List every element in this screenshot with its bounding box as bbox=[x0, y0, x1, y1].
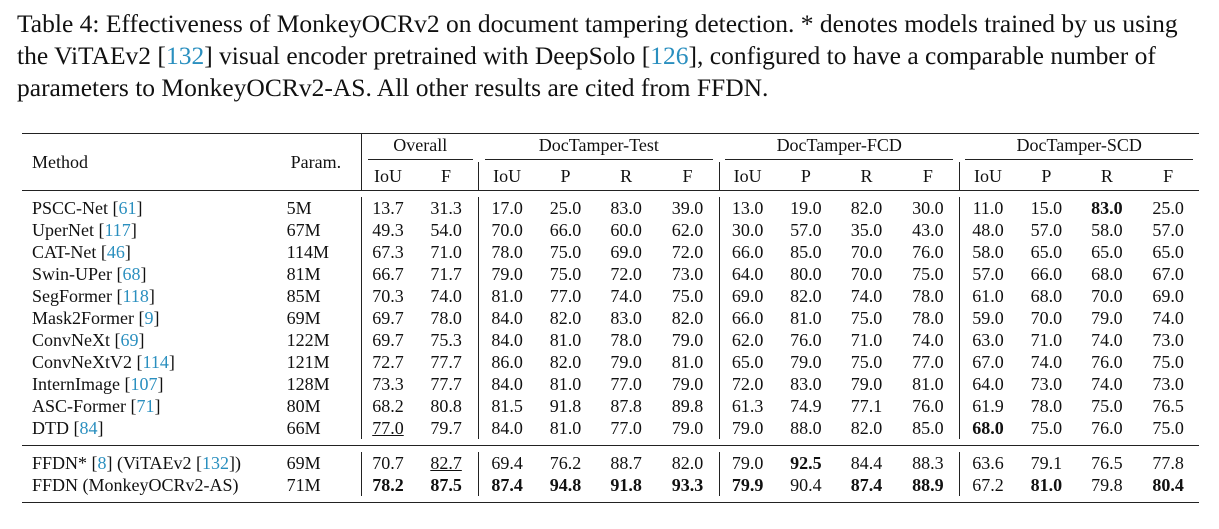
metric-value: 48.0 bbox=[959, 219, 1016, 241]
table-row bbox=[22, 395, 1199, 417]
metric-value: 81.0 bbox=[479, 285, 536, 307]
metric-value: 77.0 bbox=[912, 352, 944, 372]
group-doctamper-scd: DocTamper-SCD bbox=[965, 135, 1193, 160]
metric-value: 70.0 bbox=[850, 264, 883, 284]
metric-value: 63.6 bbox=[959, 452, 1016, 474]
metric-value: 77.8 bbox=[1152, 453, 1184, 473]
citation-link[interactable]: 46 bbox=[106, 242, 125, 262]
metric-value: 76.5 bbox=[1152, 396, 1184, 416]
metric-value: 70.0 bbox=[479, 219, 536, 241]
metric-header: R bbox=[620, 165, 633, 186]
metric-value: 81.0 bbox=[1030, 475, 1063, 495]
group-overall: Overall bbox=[368, 135, 473, 160]
metric-value: 77.0 bbox=[549, 286, 582, 306]
metric-value: 71.0 bbox=[1030, 330, 1063, 350]
param-count: 122M bbox=[286, 330, 330, 350]
metric-value: 59.0 bbox=[959, 307, 1016, 329]
metric-value: 86.0 bbox=[479, 351, 536, 373]
metric-value: 74.0 bbox=[1152, 308, 1184, 328]
metric-value: 73.3 bbox=[361, 373, 414, 395]
metric-value: 79.0 bbox=[719, 452, 776, 474]
metric-value: 70.0 bbox=[1091, 286, 1123, 306]
metric-value: 79.7 bbox=[430, 418, 462, 438]
table-row bbox=[22, 307, 1199, 329]
method-name: DTD [84] bbox=[32, 418, 104, 438]
metric-value: 76.0 bbox=[912, 242, 944, 262]
metric-value: 73.0 bbox=[671, 264, 704, 284]
metric-value: 71.0 bbox=[430, 242, 462, 262]
caption-text: Effectiveness of MonkeyOCRv2 on document tampering detection. * denotes models trained by us using the ViTAEv2 [ bbox=[17, 9, 1178, 70]
metric-value: 90.4 bbox=[790, 475, 822, 495]
table-row bbox=[22, 474, 1199, 496]
metric-value: 49.3 bbox=[361, 219, 414, 241]
metric-header: F bbox=[1163, 165, 1174, 186]
param-header: Param. bbox=[290, 151, 342, 172]
citation-link[interactable]: 118 bbox=[122, 286, 149, 306]
metric-value: 79.0 bbox=[671, 330, 704, 350]
metric-value: 82.0 bbox=[790, 286, 822, 306]
metric-value: 72.7 bbox=[361, 351, 414, 373]
param-count: 69M bbox=[286, 453, 321, 473]
param-count: 71M bbox=[286, 475, 321, 495]
citation-link[interactable]: 68 bbox=[122, 264, 141, 284]
method-name: FFDN* [8] (ViTAEv2 [132]) bbox=[32, 453, 241, 473]
metric-value: 79.0 bbox=[719, 417, 776, 439]
metric-value: 77.7 bbox=[430, 374, 462, 394]
metric-value: 76.2 bbox=[549, 453, 582, 473]
metric-value: 62.0 bbox=[719, 329, 776, 351]
metric-value: 74.0 bbox=[430, 286, 462, 306]
metric-value: 81.0 bbox=[549, 418, 582, 438]
method-header: Method bbox=[32, 151, 88, 172]
table-row bbox=[22, 241, 1199, 263]
metric-value: 91.8 bbox=[610, 475, 642, 495]
metric-header: R bbox=[860, 165, 873, 186]
metric-value: 15.0 bbox=[1030, 198, 1063, 218]
metric-value: 81.0 bbox=[912, 374, 944, 394]
method-name: FFDN (MonkeyOCRv2-AS) bbox=[32, 475, 239, 495]
param-count: 66M bbox=[286, 418, 321, 438]
metric-value: 89.8 bbox=[671, 396, 704, 416]
metric-value: 84.0 bbox=[479, 307, 536, 329]
metric-value: 88.0 bbox=[790, 418, 822, 438]
metric-value: 91.8 bbox=[549, 396, 582, 416]
table-row bbox=[22, 263, 1199, 285]
metric-value: 92.5 bbox=[790, 453, 822, 473]
metric-value: 72.0 bbox=[719, 373, 776, 395]
table-row bbox=[22, 351, 1199, 373]
metric-value: 54.0 bbox=[430, 220, 462, 240]
metric-value: 83.0 bbox=[1091, 198, 1123, 218]
metric-value: 74.0 bbox=[912, 330, 944, 350]
metric-header: F bbox=[441, 165, 452, 186]
metric-value: 65.0 bbox=[1030, 242, 1063, 262]
method-name: SegFormer [118] bbox=[32, 286, 155, 306]
metric-value: 79.0 bbox=[671, 374, 704, 394]
method-name: PSCC-Net [61] bbox=[32, 198, 143, 218]
metric-value: 68.0 bbox=[1091, 264, 1123, 284]
metric-value: 75.0 bbox=[549, 242, 582, 262]
citation-link[interactable]: 107 bbox=[130, 374, 158, 394]
metric-value: 82.0 bbox=[671, 308, 704, 328]
citation-link[interactable]: 69 bbox=[120, 330, 139, 350]
metric-value: 57.0 bbox=[1152, 220, 1184, 240]
group-doctamper-test: DocTamper-Test bbox=[485, 135, 713, 160]
metric-value: 76.0 bbox=[1091, 418, 1123, 438]
table-row bbox=[22, 197, 1199, 219]
table-row bbox=[22, 417, 1199, 439]
table-row bbox=[22, 373, 1199, 395]
metric-value: 78.0 bbox=[479, 241, 536, 263]
metric-value: 87.4 bbox=[850, 475, 883, 495]
metric-value: 76.5 bbox=[1091, 453, 1123, 473]
metric-value: 70.0 bbox=[1030, 308, 1063, 328]
metric-value: 61.0 bbox=[959, 285, 1016, 307]
table-row bbox=[22, 452, 1199, 474]
metric-value: 79.0 bbox=[671, 418, 704, 438]
metric-value: 78.0 bbox=[1030, 396, 1063, 416]
caption-text: ], configured to have a comparable number of parameters to MonkeyOCRv2-AS. All other results are cited from FFDN. bbox=[17, 41, 1156, 102]
metric-value: 35.0 bbox=[850, 220, 883, 240]
metric-value: 73.0 bbox=[1152, 374, 1184, 394]
metric-header: IoU bbox=[479, 162, 536, 191]
metric-value: 60.0 bbox=[610, 220, 642, 240]
metric-value: 82.0 bbox=[850, 198, 883, 218]
metric-header: P bbox=[1041, 165, 1052, 186]
metric-value: 67.0 bbox=[959, 351, 1016, 373]
metric-value: 81.0 bbox=[790, 308, 822, 328]
metric-value: 77.1 bbox=[850, 396, 883, 416]
metric-value: 78.2 bbox=[361, 474, 414, 496]
param-count: 69M bbox=[286, 308, 321, 328]
metric-value: 74.0 bbox=[850, 286, 883, 306]
metric-value: 30.0 bbox=[719, 219, 776, 241]
metric-header: IoU bbox=[719, 162, 776, 191]
metric-value: 77.0 bbox=[361, 417, 414, 439]
param-count: 5M bbox=[286, 198, 312, 218]
metric-value: 73.0 bbox=[1030, 374, 1063, 394]
metric-value: 65.0 bbox=[719, 351, 776, 373]
metric-value: 78.0 bbox=[430, 308, 462, 328]
metric-value: 77.7 bbox=[430, 352, 462, 372]
method-name: Swin-UPer [68] bbox=[32, 264, 147, 284]
metric-value: 80.0 bbox=[790, 264, 822, 284]
metric-value: 73.0 bbox=[1152, 330, 1184, 350]
metric-value: 70.3 bbox=[361, 285, 414, 307]
metric-value: 11.0 bbox=[959, 197, 1016, 219]
metric-value: 75.0 bbox=[671, 286, 704, 306]
metric-value: 25.0 bbox=[1152, 198, 1184, 218]
metric-header: IoU bbox=[959, 162, 1016, 191]
table-row bbox=[22, 219, 1199, 241]
metric-value: 84.0 bbox=[479, 329, 536, 351]
metric-value: 74.0 bbox=[610, 286, 642, 306]
citation-link[interactable]: 114 bbox=[142, 352, 169, 372]
metric-value: 81.0 bbox=[671, 352, 704, 372]
metric-value: 75.0 bbox=[1152, 418, 1184, 438]
metric-value: 57.0 bbox=[1030, 220, 1063, 240]
metric-value: 87.4 bbox=[479, 474, 536, 496]
metric-value: 76.0 bbox=[912, 396, 944, 416]
metric-value: 83.0 bbox=[790, 374, 822, 394]
metric-value: 83.0 bbox=[610, 198, 642, 218]
metric-value: 63.0 bbox=[959, 329, 1016, 351]
metric-value: 77.0 bbox=[610, 374, 642, 394]
citation-link[interactable]: 61 bbox=[118, 198, 137, 218]
metric-value: 74.0 bbox=[1091, 330, 1123, 350]
metric-value: 94.8 bbox=[549, 475, 582, 495]
metric-value: 57.0 bbox=[790, 220, 822, 240]
metric-value: 78.0 bbox=[610, 330, 642, 350]
metric-value: 79.0 bbox=[850, 374, 883, 394]
method-name: UperNet [117] bbox=[32, 220, 137, 240]
metric-value: 75.0 bbox=[912, 264, 944, 284]
metric-value: 83.0 bbox=[610, 308, 642, 328]
metric-value: 68.0 bbox=[959, 417, 1016, 439]
metric-value: 79.0 bbox=[479, 263, 536, 285]
method-name: ConvNeXtV2 [114] bbox=[32, 352, 175, 372]
metric-value: 87.8 bbox=[610, 396, 642, 416]
method-name: Mask2Former [9] bbox=[32, 308, 160, 328]
metric-value: 75.3 bbox=[430, 330, 462, 350]
metric-value: 85.0 bbox=[912, 418, 944, 438]
caption-citation-link[interactable]: 132 bbox=[165, 41, 205, 70]
citation-link[interactable]: 8 bbox=[97, 453, 107, 473]
method-name: ConvNeXt [69] bbox=[32, 330, 145, 350]
metric-value: 79.0 bbox=[1091, 308, 1123, 328]
metric-value: 79.8 bbox=[1091, 475, 1123, 495]
metric-value: 87.5 bbox=[430, 475, 462, 495]
metric-value: 81.0 bbox=[549, 330, 582, 350]
metric-header: F bbox=[922, 165, 933, 186]
metric-value: 67.2 bbox=[959, 474, 1016, 496]
citation-link[interactable]: 117 bbox=[104, 220, 131, 240]
metric-value: 69.0 bbox=[719, 285, 776, 307]
metric-value: 39.0 bbox=[671, 198, 704, 218]
metric-value: 71.7 bbox=[430, 264, 462, 284]
metric-value: 72.0 bbox=[671, 242, 704, 262]
metric-value: 74.9 bbox=[790, 396, 822, 416]
metric-value: 88.3 bbox=[912, 453, 944, 473]
metric-value: 69.4 bbox=[479, 452, 536, 474]
metric-value: 62.0 bbox=[671, 220, 704, 240]
metric-value: 79.9 bbox=[719, 474, 776, 496]
metric-value: 75.0 bbox=[1091, 396, 1123, 416]
metric-value: 74.0 bbox=[1091, 374, 1123, 394]
metric-header: P bbox=[800, 165, 811, 186]
metric-value: 61.3 bbox=[719, 395, 776, 417]
metric-value: 69.7 bbox=[361, 307, 414, 329]
results-table bbox=[22, 133, 1199, 503]
metric-value: 19.0 bbox=[790, 198, 822, 218]
metric-value: 65.0 bbox=[1152, 242, 1184, 262]
metric-value: 81.5 bbox=[479, 395, 536, 417]
metric-value: 64.0 bbox=[959, 373, 1016, 395]
metric-header: IoU bbox=[361, 162, 414, 191]
metric-value: 84.0 bbox=[479, 373, 536, 395]
metric-value: 75.0 bbox=[1152, 352, 1184, 372]
metric-value: 82.0 bbox=[671, 453, 704, 473]
metric-value: 30.0 bbox=[912, 198, 944, 218]
metric-header: R bbox=[1100, 165, 1113, 186]
citation-link[interactable]: 132 bbox=[202, 453, 229, 473]
metric-value: 82.0 bbox=[549, 308, 582, 328]
metric-value: 64.0 bbox=[719, 263, 776, 285]
metric-value: 79.1 bbox=[1030, 453, 1063, 473]
method-name: CAT-Net [46] bbox=[32, 242, 131, 262]
table-row bbox=[22, 329, 1199, 351]
metric-value: 84.4 bbox=[850, 453, 883, 473]
metric-value: 68.0 bbox=[1030, 286, 1063, 306]
metric-value: 93.3 bbox=[671, 475, 704, 495]
metric-value: 31.3 bbox=[430, 198, 462, 218]
param-count: 121M bbox=[286, 352, 330, 372]
method-name: ASC-Former [71] bbox=[32, 396, 161, 416]
metric-value: 77.0 bbox=[610, 418, 642, 438]
metric-value: 88.7 bbox=[610, 453, 642, 473]
metric-value: 75.0 bbox=[549, 264, 582, 284]
metric-value: 78.0 bbox=[912, 308, 944, 328]
metric-header: F bbox=[682, 165, 693, 186]
table-row bbox=[22, 285, 1199, 307]
metric-value: 82.0 bbox=[549, 352, 582, 372]
metric-value: 17.0 bbox=[479, 197, 536, 219]
metric-value: 79.0 bbox=[610, 352, 642, 372]
metric-value: 13.7 bbox=[361, 197, 414, 219]
metric-value: 80.4 bbox=[1152, 475, 1184, 495]
metric-value: 80.8 bbox=[430, 396, 462, 416]
metric-value: 66.0 bbox=[549, 220, 582, 240]
metric-value: 61.9 bbox=[959, 395, 1016, 417]
metric-value: 66.7 bbox=[361, 263, 414, 285]
metric-value: 76.0 bbox=[790, 330, 822, 350]
metric-value: 82.7 bbox=[430, 453, 462, 473]
metric-value: 88.9 bbox=[912, 475, 944, 495]
metric-value: 75.0 bbox=[850, 352, 883, 372]
metric-value: 69.0 bbox=[1152, 286, 1184, 306]
caption-text: ] visual encoder pretrained with DeepSolo [ bbox=[204, 41, 651, 70]
param-count: 67M bbox=[286, 220, 321, 240]
metric-value: 66.0 bbox=[719, 307, 776, 329]
metric-value: 57.0 bbox=[959, 263, 1016, 285]
metric-value: 76.0 bbox=[1091, 352, 1123, 372]
param-count: 81M bbox=[286, 264, 321, 284]
method-name: InternImage [107] bbox=[32, 374, 164, 394]
param-count: 114M bbox=[286, 242, 329, 262]
metric-value: 67.0 bbox=[1152, 264, 1184, 284]
metric-value: 75.0 bbox=[850, 308, 883, 328]
metric-value: 43.0 bbox=[912, 220, 944, 240]
metric-value: 71.0 bbox=[850, 330, 883, 350]
metric-value: 66.0 bbox=[1030, 264, 1063, 284]
metric-value: 72.0 bbox=[610, 264, 642, 284]
param-count: 80M bbox=[286, 396, 321, 416]
param-count: 128M bbox=[286, 374, 330, 394]
caption-citation-link[interactable]: 126 bbox=[650, 41, 689, 70]
metric-value: 69.7 bbox=[361, 329, 414, 351]
metric-value: 65.0 bbox=[1091, 242, 1123, 262]
metric-value: 75.0 bbox=[1030, 418, 1063, 438]
metric-value: 81.0 bbox=[549, 374, 582, 394]
metric-value: 85.0 bbox=[790, 242, 822, 262]
metric-value: 68.2 bbox=[361, 395, 414, 417]
metric-value: 67.3 bbox=[361, 241, 414, 263]
metric-value: 25.0 bbox=[549, 198, 582, 218]
metric-value: 79.0 bbox=[790, 352, 822, 372]
metric-value: 78.0 bbox=[912, 286, 944, 306]
citation-link[interactable]: 84 bbox=[79, 418, 98, 438]
group-doctamper-fcd: DocTamper-FCD bbox=[725, 135, 953, 160]
citation-link[interactable]: 9 bbox=[144, 308, 154, 328]
metric-value: 66.0 bbox=[719, 241, 776, 263]
metric-value: 58.0 bbox=[959, 241, 1016, 263]
metric-value: 13.0 bbox=[719, 197, 776, 219]
citation-link[interactable]: 71 bbox=[136, 396, 155, 416]
param-count: 85M bbox=[286, 286, 321, 306]
metric-value: 58.0 bbox=[1091, 220, 1123, 240]
table-caption bbox=[17, 8, 1212, 104]
metric-value: 69.0 bbox=[610, 242, 642, 262]
metric-value: 82.0 bbox=[850, 418, 883, 438]
metric-value: 74.0 bbox=[1030, 352, 1063, 372]
metric-header: P bbox=[560, 165, 571, 186]
header-row-groups bbox=[22, 134, 1199, 162]
metric-value: 70.7 bbox=[361, 452, 414, 474]
metric-value: 84.0 bbox=[479, 417, 536, 439]
metric-value: 70.0 bbox=[850, 242, 883, 262]
caption-label: Table 4: bbox=[17, 9, 100, 38]
